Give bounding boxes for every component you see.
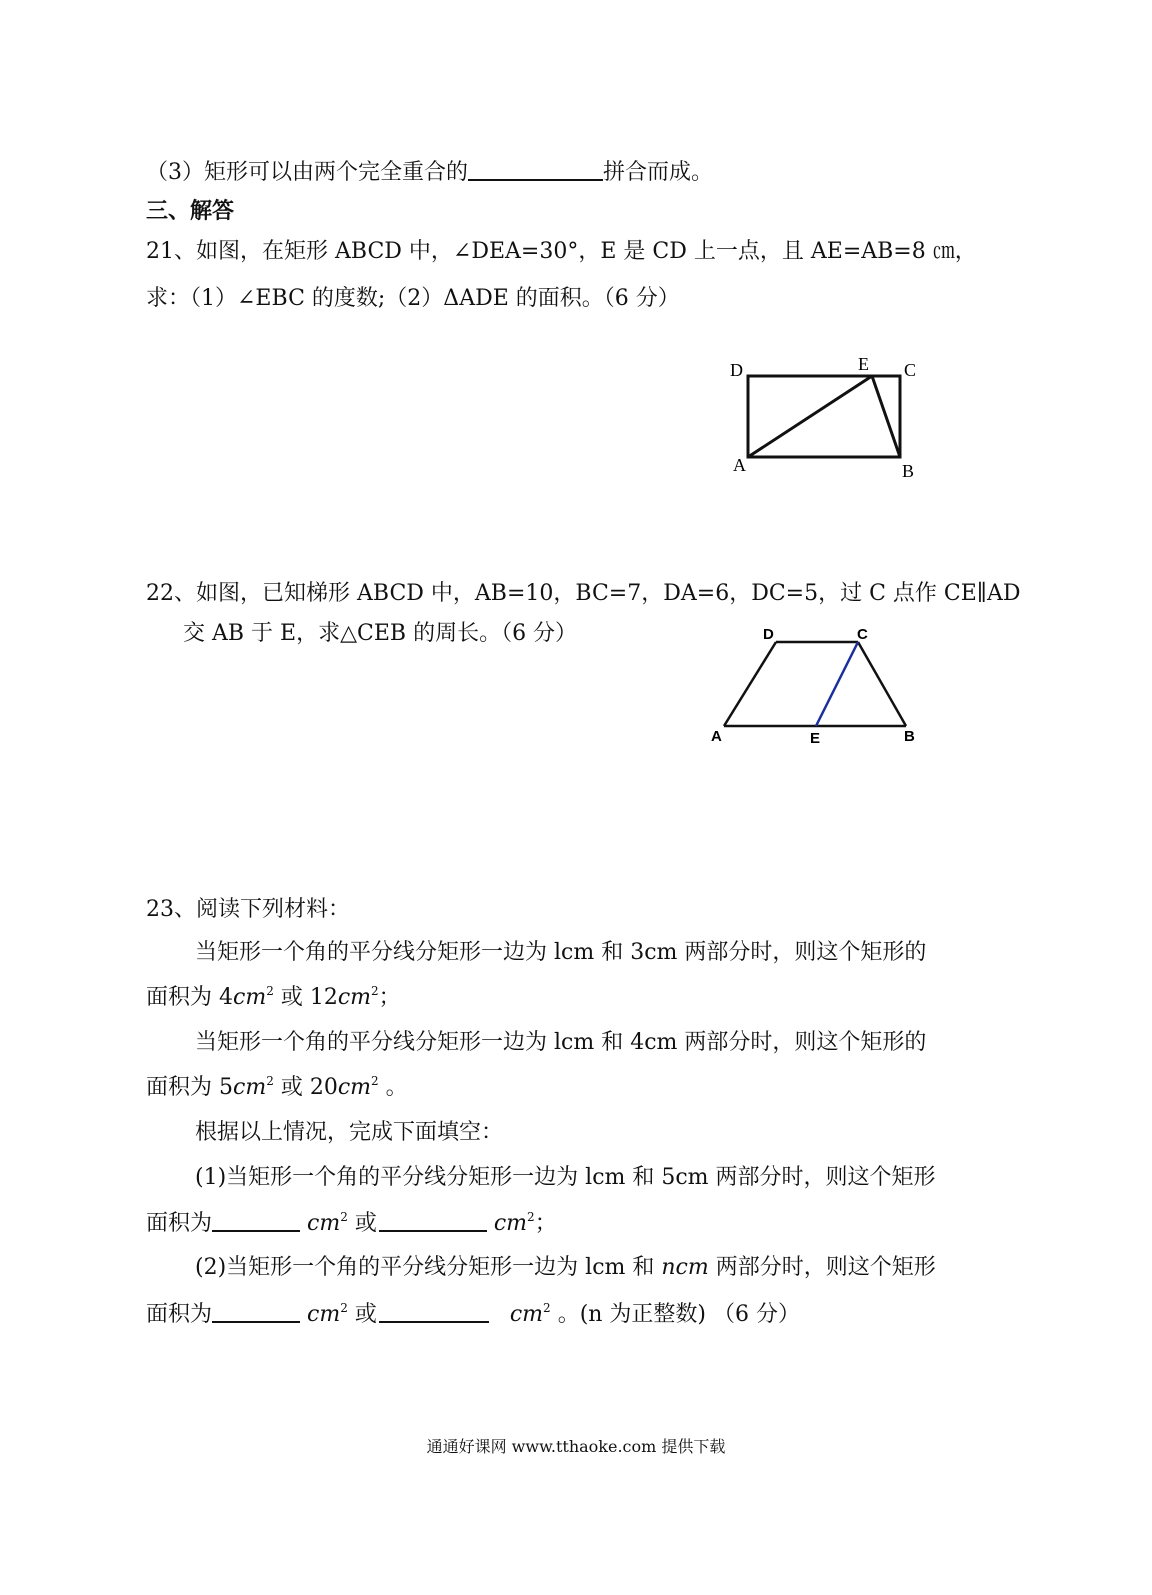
segment-ae: [748, 376, 872, 457]
area-text: 面积为 4: [146, 985, 233, 1010]
label-e: E: [810, 730, 821, 747]
rectangle-figure: [720, 350, 930, 485]
question-3-text-end: 拼合而成。: [603, 160, 714, 185]
sub-question-2: [195, 1253, 936, 1283]
sub-question-2-text: (2)当矩形一个角的平分线分矩形一边为 lcm 和: [195, 1255, 662, 1280]
segment-cb: [858, 642, 906, 726]
unit-cm: cm: [337, 985, 372, 1010]
unit-cm: cm: [233, 985, 267, 1010]
punctuation: ；: [378, 985, 401, 1010]
page-footer: 通通好课网 www.tthaoke.com 提供下载: [426, 1437, 726, 1456]
label-b: B: [904, 728, 915, 745]
segment-eb: [872, 376, 900, 457]
instruction-text: 根据以上情况，完成下面填空：: [195, 1120, 504, 1145]
sub-question-2-answer-line: [146, 1299, 800, 1330]
unit-cm: cm: [493, 1211, 528, 1236]
unit-cm: cm: [307, 1302, 341, 1327]
question-22-line-1: 22、如图，已知梯形 ABCD 中，AB=10，BC=7，DA=6，DC=5，过 C 点作 CE∥AD: [146, 581, 1021, 606]
unit-cm: cm: [233, 1075, 267, 1100]
exponent: 2: [371, 984, 379, 998]
exponent: 2: [266, 1074, 274, 1088]
question-22-line-2: 交 AB 于 E，求△CEB 的周长。（6 分）: [183, 621, 578, 646]
area-text: 面积为: [146, 1211, 213, 1236]
sub-question-1-answer-line: [146, 1208, 557, 1239]
material-paragraph-2: 当矩形一个角的平分线分矩形一边为 lcm 和 4cm 两部分时，则这个矩形的: [195, 1030, 927, 1055]
section-heading: 三、解答: [146, 198, 235, 224]
material-paragraph-1: 当矩形一个角的平分线分矩形一边为 lcm 和 3cm 两部分时，则这个矩形的: [195, 940, 927, 965]
area-text: 面积为: [146, 1302, 213, 1327]
exponent: 2: [543, 1301, 551, 1315]
label-b: B: [902, 461, 915, 481]
answer-blank-4[interactable]: [379, 1299, 489, 1323]
question-3-text-start: （3）矩形可以由两个完全重合的: [146, 160, 468, 185]
n-cm: ncm: [661, 1255, 709, 1280]
area-text-or: 或 20: [280, 1075, 338, 1100]
question-21-line-1: 21、如图，在矩形 ABCD 中，∠DEA=30°，E 是 CD 上一点，且 AE=AB=8 ㎝，: [146, 239, 977, 264]
exponent: 2: [340, 1301, 348, 1315]
exponent: 2: [527, 1210, 535, 1224]
area-text: 面积为 5: [146, 1075, 233, 1100]
exponent: 2: [340, 1210, 348, 1224]
unit-cm: cm: [337, 1075, 372, 1100]
note-and-points: 。(n 为正整数) （6 分）: [557, 1302, 800, 1327]
answer-blank-3[interactable]: [212, 1299, 300, 1323]
label-a: A: [711, 728, 722, 745]
label-d: D: [763, 626, 774, 643]
label-a: A: [733, 455, 746, 475]
label-c: C: [904, 360, 917, 380]
trapezoid-figure: [705, 622, 925, 747]
exponent: 2: [266, 984, 274, 998]
punctuation: ；: [534, 1211, 557, 1236]
unit-cm: cm: [509, 1302, 544, 1327]
exponent: 2: [371, 1074, 379, 1088]
answer-blank[interactable]: [468, 157, 603, 181]
material-paragraph-1-area: [146, 983, 401, 1013]
question-21-line-2: 求：（1）∠EBC 的度数;（2）ΔADE 的面积。（6 分）: [146, 286, 680, 311]
unit-cm: cm: [307, 1211, 341, 1236]
sub-question-2-text-end: 两部分时，则这个矩形: [708, 1255, 936, 1280]
material-paragraph-2-area: [146, 1073, 408, 1103]
area-text-or: 或 12: [280, 985, 338, 1010]
fill-in-question-3: [146, 157, 713, 188]
area-text-or: 或: [354, 1211, 377, 1236]
answer-blank-2[interactable]: [379, 1208, 487, 1232]
question-23-intro: 23、阅读下列材料：: [146, 897, 350, 922]
label-c: C: [857, 626, 868, 643]
area-text-or: 或: [354, 1302, 377, 1327]
answer-blank-1[interactable]: [212, 1208, 300, 1232]
punctuation: 。: [385, 1075, 408, 1100]
sub-question-1: (1)当矩形一个角的平分线分矩形一边为 lcm 和 5cm 两部分时，则这个矩形: [195, 1165, 936, 1190]
label-e: E: [858, 354, 869, 374]
segment-ce: [816, 642, 858, 726]
label-d: D: [730, 360, 743, 380]
segment-ad: [724, 642, 776, 726]
